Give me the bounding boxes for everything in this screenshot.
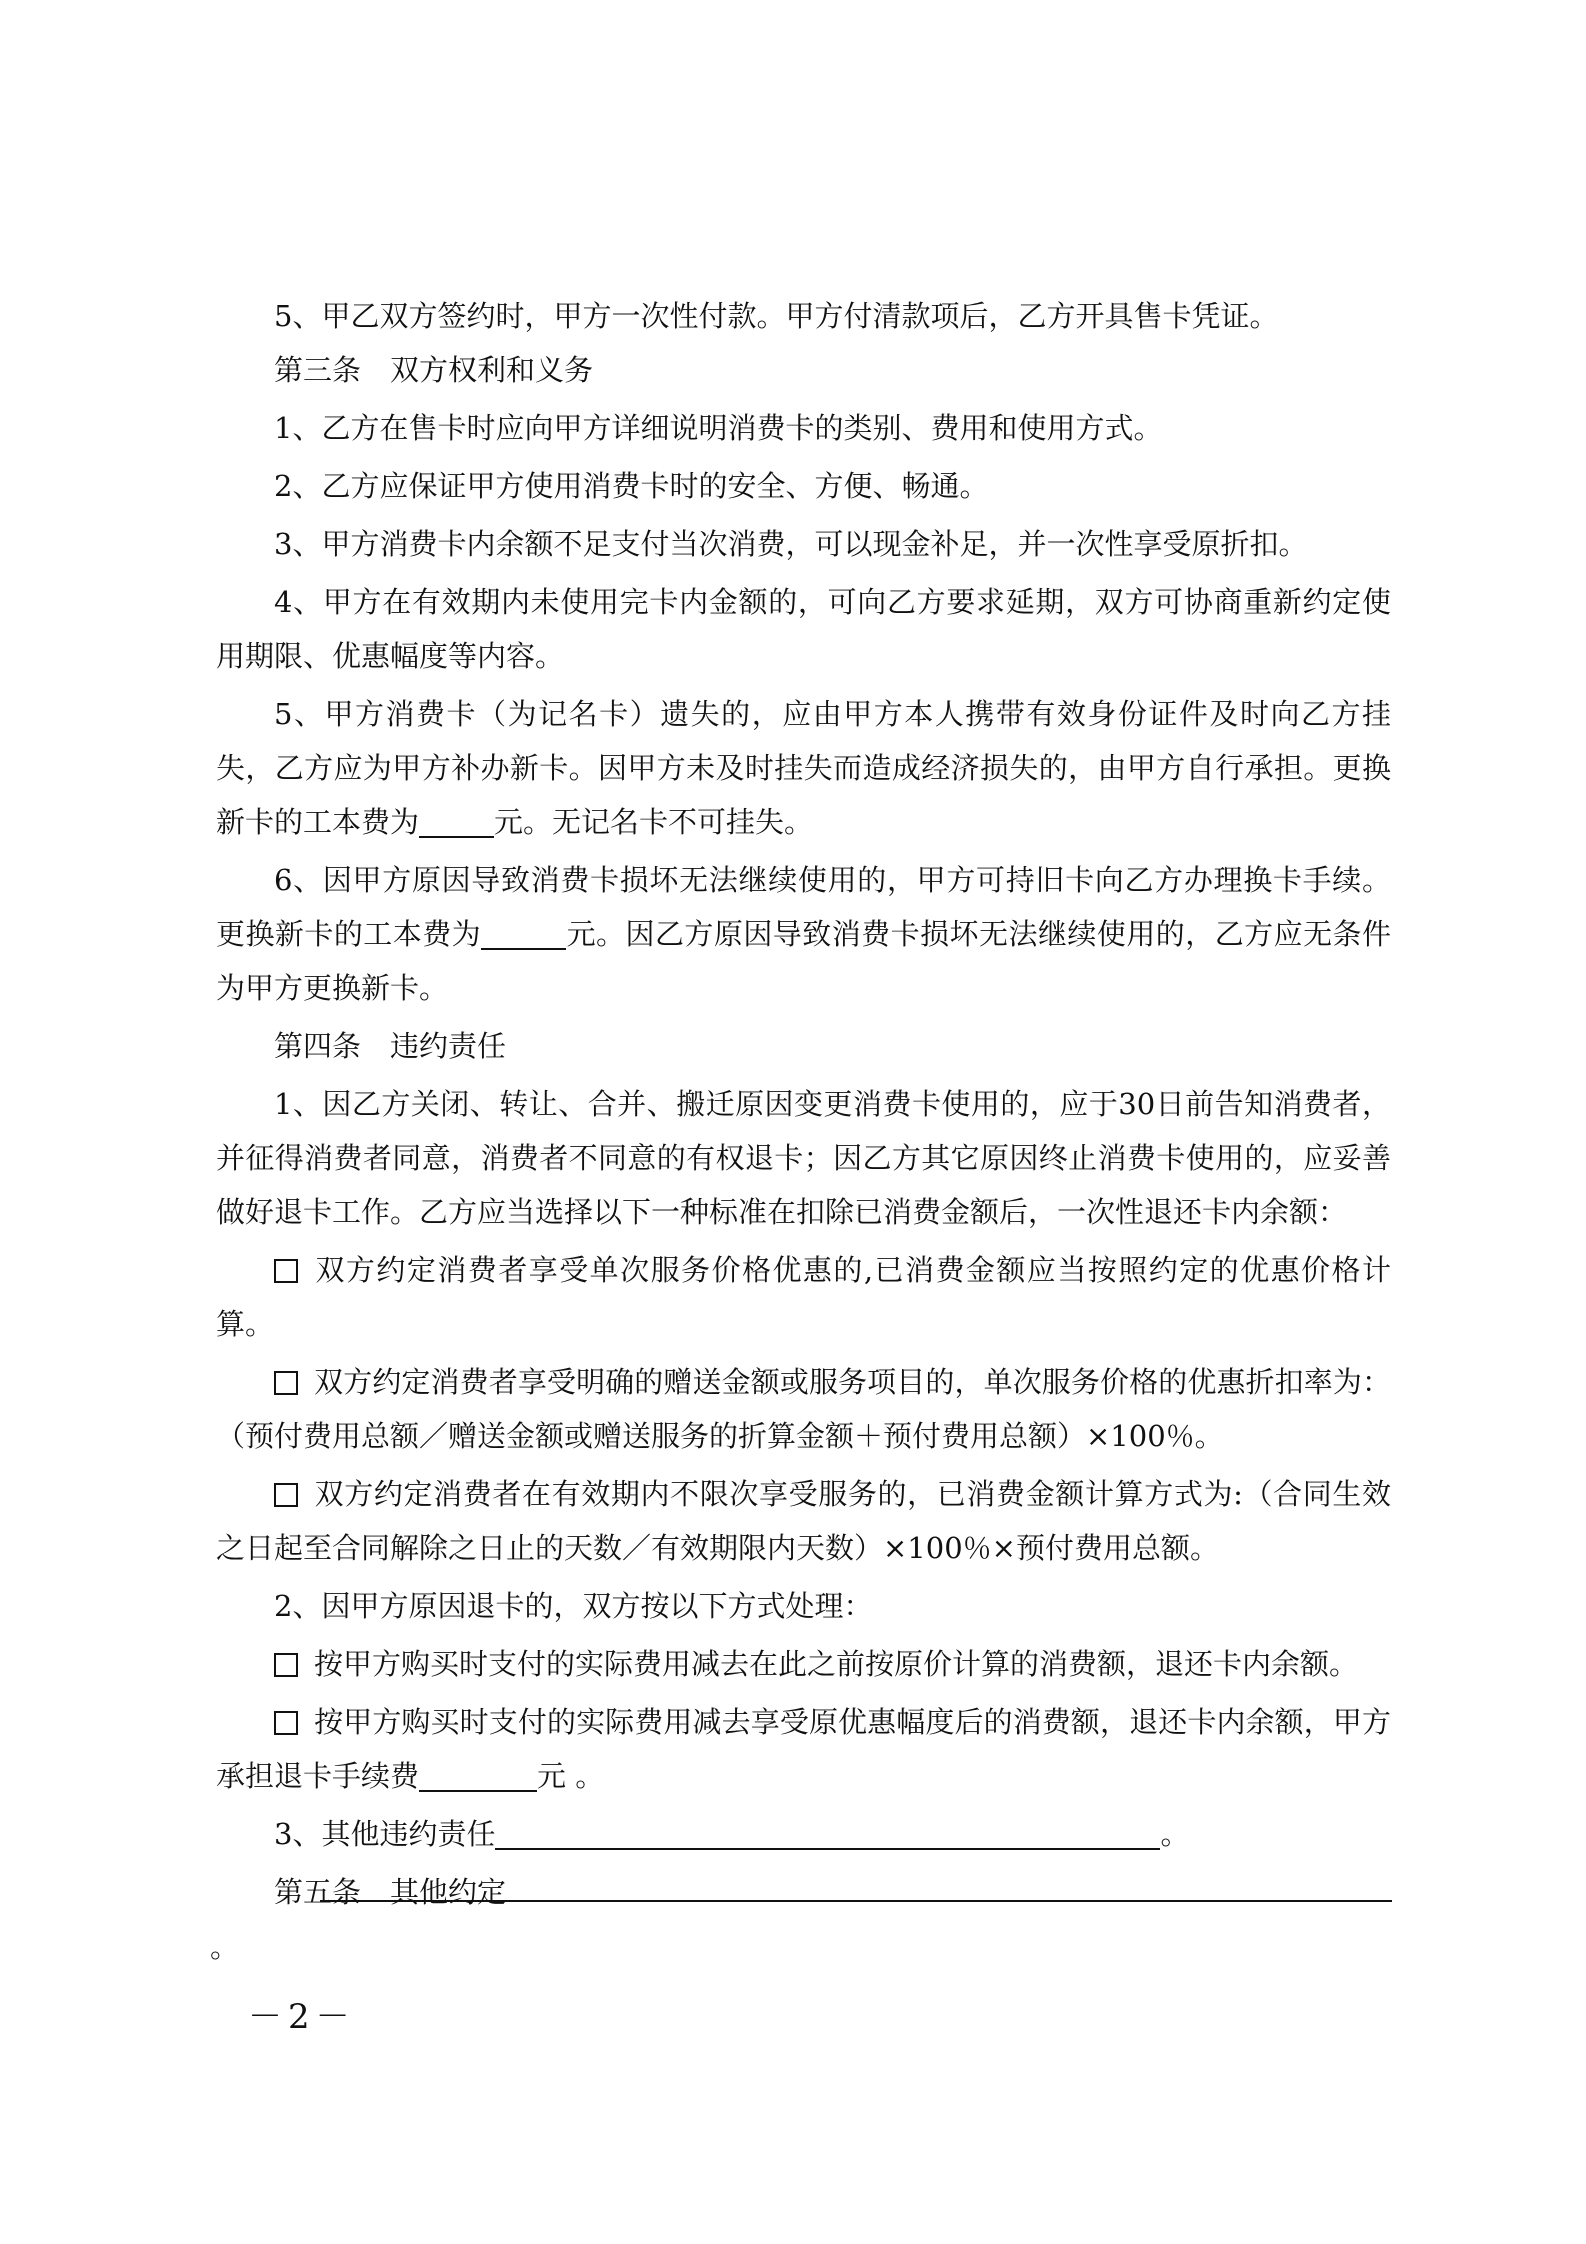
clause-payment: 5、甲乙双方签约时，甲方一次性付款。甲方付清款项后，乙方开具售卡凭证。 xyxy=(274,299,1279,333)
checkbox-option-3[interactable] xyxy=(274,1483,298,1507)
clause-4-2: 2、因甲方原因退卡的，双方按以下方式处理： xyxy=(274,1589,873,1623)
checkbox-option-5[interactable] xyxy=(274,1711,298,1735)
clause-3-4: 4、甲方在有效期内未使用完卡内金额的，可向乙方要求延期，双方可协商重新约定使用期限、优惠幅度等内容。 xyxy=(216,585,1391,673)
article-5-heading: 第五条 其他约定 xyxy=(274,1875,507,1909)
closing-period: 。 xyxy=(210,1930,240,1964)
option-5-text: 按甲方购买时支付的实际费用减去享受原优惠幅度后的消费额，退还卡内余额，甲方承担退卡手续费 xyxy=(216,1705,1391,1793)
contract-body xyxy=(216,289,1391,1919)
clause-3-1: 1、乙方在售卡时应向甲方详细说明消费卡的类别、费用和使用方式。 xyxy=(274,411,1163,445)
fee-blank-2[interactable] xyxy=(481,918,566,950)
clause-4-3-text: 3、其他违约责任 xyxy=(274,1817,496,1851)
clause-4-3 xyxy=(216,1807,1391,1861)
clause-3-6-end: 元。因乙方原因导致消费卡损坏无法继续使用的，乙方应无条件为甲方更换新卡。 xyxy=(216,917,1391,1005)
page-number: －2－ xyxy=(248,1997,356,2037)
article-3-heading: 第三条 双方权利和义务 xyxy=(274,353,594,387)
option-unlimited xyxy=(216,1467,1391,1575)
checkbox-option-2[interactable] xyxy=(274,1371,298,1395)
option-5-end: 元 。 xyxy=(537,1759,605,1793)
clause-3-6-text: 6、因甲方原因导致消费卡损坏无法继续使用的，甲方可持旧卡向乙方办理换卡手续。更换新卡的工本费为 xyxy=(216,863,1391,951)
clause-4-1: 1、因乙方关闭、转让、合并、搬迁原因变更消费卡使用的，应于30日前告知消费者，并征得消费者同意，消费者不同意的有权退卡；因乙方其它原因终止消费卡使用的，应妥善做好退卡工作。乙方应当选择以下一种标准在扣除已消费金额后，一次性退还卡内余额： xyxy=(216,1087,1391,1229)
option-3-text: 双方约定消费者在有效期内不限次享受服务的，已消费金额计算方式为:（合同生效之日起至合同解除之日止的天数／有效期限内天数）×100％×预付费用总额。 xyxy=(216,1477,1391,1565)
option-gift-amount xyxy=(216,1355,1391,1463)
checkbox-option-4[interactable] xyxy=(274,1653,298,1677)
clause-3-5-text: 5、甲方消费卡（为记名卡）遗失的，应由甲方本人携带有效身份证件及时向乙方挂失，乙方应为甲方补办新卡。因甲方未及时挂失而造成经济损失的，由甲方自行承担。更换新卡的工本费为 xyxy=(216,697,1391,839)
option-4-text: 按甲方购买时支付的实际费用减去在此之前按原价计算的消费额，退还卡内余额。 xyxy=(314,1647,1359,1681)
option-original-price xyxy=(216,1637,1391,1691)
clause-4-3-end: 。 xyxy=(1160,1817,1190,1851)
option-handling-fee xyxy=(216,1695,1391,1803)
clause-3-2: 2、乙方应保证甲方使用消费卡时的安全、方便、畅通。 xyxy=(274,469,989,503)
other-liability-blank[interactable] xyxy=(495,1818,1160,1850)
clause-3-3: 3、甲方消费卡内余额不足支付当次消费，可以现金补足，并一次性享受原折扣。 xyxy=(274,527,1308,561)
clause-3-6 xyxy=(216,853,1391,1015)
fee-blank-1[interactable] xyxy=(419,806,494,838)
clause-3-5 xyxy=(216,687,1391,849)
article-4-heading: 第四条 违约责任 xyxy=(274,1029,507,1063)
other-terms-blank-line[interactable] xyxy=(320,1900,1392,1902)
fee-blank-3[interactable] xyxy=(419,1760,537,1792)
option-discount-price xyxy=(216,1243,1391,1351)
clause-3-5-end: 元。无记名卡不可挂失。 xyxy=(494,805,814,839)
option-2-text: 双方约定消费者享受明确的赠送金额或服务项目的，单次服务价格的优惠折扣率为：（预付费用总额／赠送金额或赠送服务的折算金额＋预付费用总额）×100％。 xyxy=(216,1365,1391,1453)
option-1-text: 双方约定消费者享受单次服务价格优惠的,已消费金额应当按照约定的优惠价格计算。 xyxy=(216,1253,1391,1341)
checkbox-option-1[interactable] xyxy=(274,1259,298,1283)
